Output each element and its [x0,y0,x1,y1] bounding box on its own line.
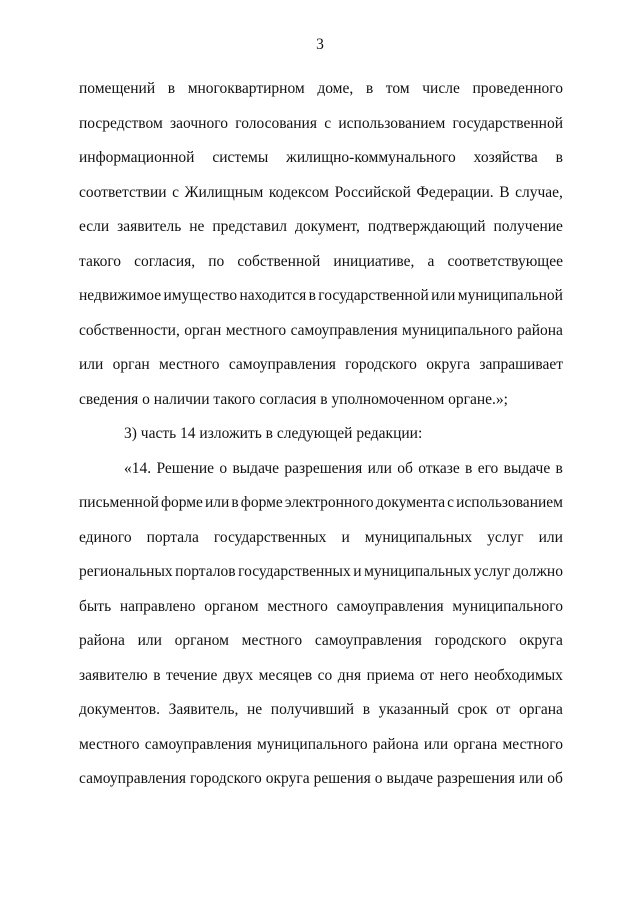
text-line [79,210,563,245]
word: о [219,459,228,477]
text-line [79,141,563,176]
word: «14. [124,459,152,477]
word: посредством [79,114,163,132]
word: имущество [163,287,238,304]
text-line [79,348,563,383]
word: от [419,666,435,684]
word: местного [241,632,303,649]
word: округа [426,356,471,373]
word: и [353,563,362,580]
word: числе [422,80,460,97]
word: собственности, [79,321,180,339]
word: электронного [284,494,374,511]
word: или [538,528,563,546]
text-line: 3) часть 14 изложить в следующей редакции: [124,425,423,442]
word: или [367,459,392,477]
word: такого [79,252,122,270]
word: заявитель [117,218,182,235]
word: документ, [294,218,360,235]
text-line [79,452,563,487]
word: получивший [270,701,355,718]
word: муниципальных [364,528,473,546]
word: в [308,287,316,304]
word: в [362,701,371,718]
word: выдаче [232,459,280,477]
word: решения [313,770,371,787]
word: с [172,183,180,201]
word: необходимых [474,666,563,684]
word: него [439,666,469,684]
word: органа [519,701,563,718]
word: отказе [418,459,460,477]
word: в [555,459,563,477]
word: в [231,494,239,511]
text-line [79,624,563,659]
word: случае, [515,183,563,201]
text-line [79,693,563,728]
word: быть [79,597,112,615]
word: или [423,735,449,753]
word: услуг [474,563,511,580]
word: самоуправления [79,770,187,787]
word: разрешения [284,459,363,477]
word: Жилищным [184,183,264,201]
word: информационной [79,149,195,166]
word: муниципального [402,321,513,339]
word: самоуправления [144,735,252,753]
word: не [189,218,205,235]
document-body [79,72,563,797]
word: инициативе, [333,252,415,270]
text-line [79,72,563,107]
word: местного [79,735,140,753]
word: не [246,701,263,718]
word: выдаче [503,459,551,477]
word: соответствующее [447,252,563,270]
word: подтверждающий [367,218,486,235]
word: органа [453,735,498,753]
word: самоуправления [290,321,398,339]
word: государственных [238,563,351,580]
word: органом [204,597,259,615]
word: использованием [338,114,446,132]
word: использованием [456,494,563,511]
word: о [374,770,383,787]
word: в [153,666,161,684]
word: местного [159,356,220,373]
word: органом [174,632,229,649]
word: собственной [237,252,321,270]
word: городского [345,356,417,373]
word: орган [184,321,222,339]
word: или [518,770,544,787]
text-line [79,314,563,349]
word: округа [519,632,563,649]
word: единого [79,528,132,546]
word: заочного [170,114,228,132]
word: многоквартирном [187,80,305,97]
word: Решение [156,459,215,477]
word: должно [513,563,563,580]
word: его [477,459,499,477]
word: течение [166,666,218,684]
word: голосования [235,114,317,132]
word: орган [112,356,150,373]
word: кодексом [268,183,329,201]
text-line [79,590,563,625]
word: по [208,252,225,270]
text-line [79,728,563,763]
word: государственной [318,287,429,304]
word: помещений [79,80,156,97]
word: В [499,183,510,201]
page-number: 3 [316,36,324,53]
word: самоуправления [336,597,444,615]
word: об [397,459,413,477]
word: района [517,321,563,339]
word: если [79,218,110,235]
word: запрашивает [479,356,563,373]
text-line [79,659,563,694]
word: с [447,494,455,511]
word: государственной [452,114,563,132]
word: хозяйства [473,149,538,166]
text-line: сведения о наличии такого согласия в уполномоченном органе.»; [79,390,508,408]
word: местного [502,735,563,753]
word: находится [239,287,307,304]
word: письменной [79,494,159,511]
word: порталов [175,563,236,580]
word: самоуправления [314,632,422,649]
text-line [79,486,563,521]
word: муниципального [256,735,368,753]
word: района [372,735,419,753]
word: форме [160,494,203,511]
word: или [79,356,104,373]
word: самоуправления [228,356,336,373]
word: приема [366,666,415,684]
text-line [79,762,563,797]
word: Заявитель, [168,701,239,718]
word: выдаче [386,770,434,787]
word: местного [267,597,328,615]
word: доме, [317,80,354,97]
word: представил [212,218,288,235]
word: в [365,80,374,97]
word: заявителю [79,666,148,684]
word: направлено [119,597,196,615]
word: и [341,528,350,546]
text-line [79,279,563,314]
word: документов. [79,701,160,718]
word: округа [265,770,310,787]
word: разрешения [437,770,515,787]
text-line [79,107,563,142]
word: государственных [213,528,327,546]
word: городского [190,770,262,787]
text-line [79,555,563,590]
word: услуг [487,528,524,546]
word: а [427,252,435,270]
word: жилищно-коммунального [286,149,456,166]
word: недвижимое [79,287,162,304]
word: муниципальной [457,287,563,304]
word: дня [337,666,362,684]
word: с [324,114,332,132]
word: городского [434,632,507,649]
text-line [79,521,563,556]
word: об [547,770,563,787]
word: двух [222,666,254,684]
word: документа [375,494,446,511]
word: муниципального [452,597,563,615]
word: месяцев [258,666,313,684]
word: местного [225,321,287,339]
word: или [205,494,230,511]
text-line [79,245,563,280]
word: портала [146,528,199,546]
word: срок [457,701,488,718]
word: проведенного [472,80,563,97]
word: района [79,632,125,649]
word: со [317,666,333,684]
word: согласия, [134,252,196,270]
word: в [465,459,473,477]
word: системы [212,149,269,166]
word: в [167,80,176,97]
word: региональных [79,563,173,580]
word: в [555,149,563,166]
word: форме [240,494,283,511]
word: соответствии [79,183,167,201]
word: Российской [334,183,411,201]
word: том [385,80,410,97]
word: или [137,632,162,649]
word: муниципальных [364,563,472,580]
text-line [79,176,563,211]
word: от [496,701,511,718]
word: указанный [378,701,449,718]
word: или [431,287,456,304]
word: получение [493,218,563,235]
word: Федерации. [416,183,494,201]
